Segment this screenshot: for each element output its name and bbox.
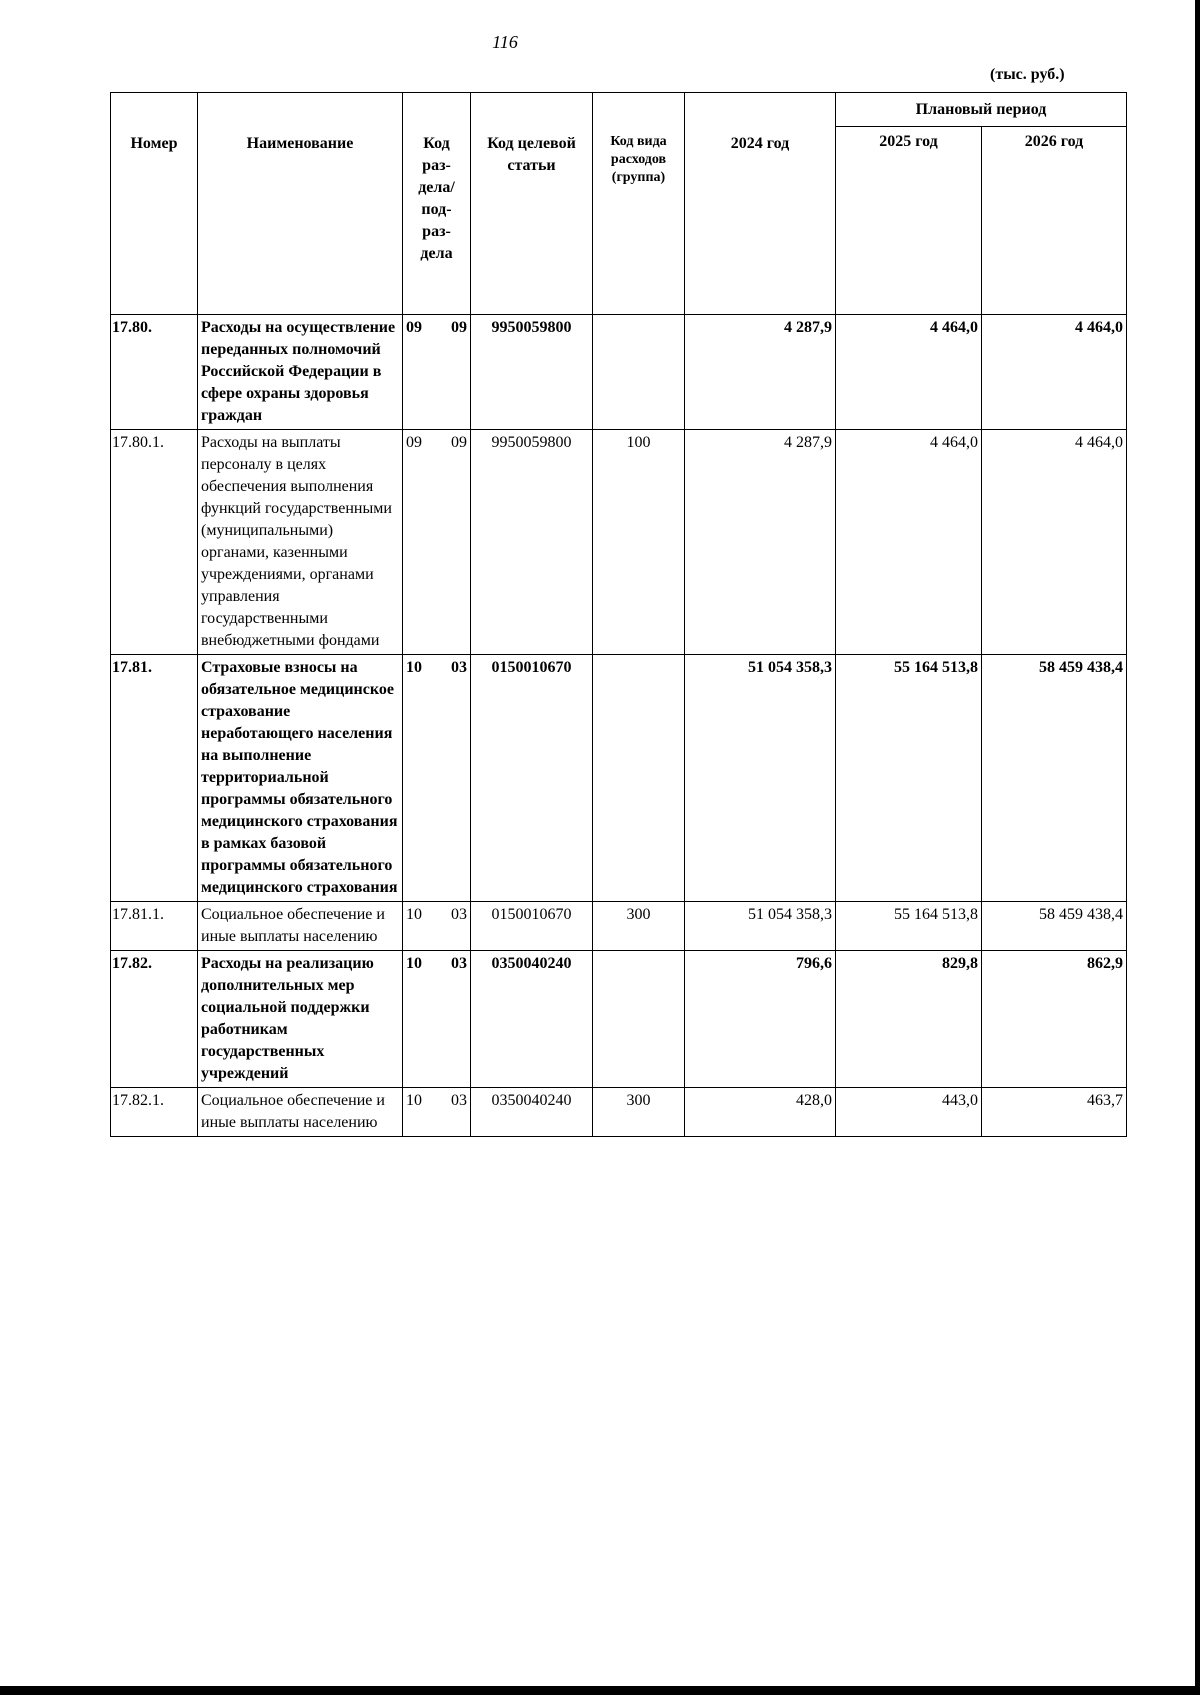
row-expense-type: 300	[593, 902, 685, 951]
table-row	[111, 430, 1127, 655]
row-2024: 796,6	[685, 951, 836, 1088]
row-section: 10	[406, 955, 422, 972]
row-section: 10	[406, 659, 422, 676]
row-number: 17.81.	[111, 655, 198, 902]
row-2026: 463,7	[982, 1088, 1127, 1137]
page-number: 116	[492, 32, 518, 52]
table-row	[111, 655, 1127, 902]
row-2024: 51 054 358,3	[685, 902, 836, 951]
row-2026: 4 464,0	[982, 430, 1127, 655]
row-expense-type	[593, 951, 685, 1088]
row-2025: 4 464,0	[836, 315, 982, 430]
row-subsection: 03	[451, 906, 467, 923]
row-subsection: 03	[451, 1092, 467, 1109]
row-target-code: 0350040240	[471, 951, 593, 1088]
header-target-code: Код целевой статьи	[471, 93, 593, 315]
row-2026: 862,9	[982, 951, 1127, 1088]
table-row	[111, 951, 1127, 1088]
row-name: Социальное обеспечение и иные выплаты населению	[198, 902, 403, 951]
row-expense-type	[593, 655, 685, 902]
row-target-code: 0150010670	[471, 902, 593, 951]
row-expense-type: 100	[593, 430, 685, 655]
row-2026: 58 459 438,4	[982, 902, 1127, 951]
row-number: 17.81.1.	[111, 902, 198, 951]
row-name: Расходы на выплаты персоналу в целях обеспечения выполнения функций государственными (муниципальными) органами, казенными учреждениями, органами управления государственными внебюджетными фондами	[198, 430, 403, 655]
row-2025: 4 464,0	[836, 430, 982, 655]
row-number: 17.80.1.	[111, 430, 198, 655]
row-section: 09	[406, 434, 422, 451]
row-section: 10	[406, 906, 422, 923]
row-subsection: 09	[451, 434, 467, 451]
header-2025: 2025 год	[836, 127, 982, 315]
scan-bottom-edge	[0, 1686, 1200, 1695]
table-row	[111, 315, 1127, 430]
row-target-code: 0350040240	[471, 1088, 593, 1137]
row-2025: 55 164 513,8	[836, 655, 982, 902]
header-expense-type: Код вида расходов (группа)	[593, 93, 685, 315]
row-2025: 829,8	[836, 951, 982, 1088]
row-section: 09	[406, 319, 422, 336]
row-2026: 58 459 438,4	[982, 655, 1127, 902]
header-name: Наименование	[198, 93, 403, 315]
row-section: 10	[406, 1092, 422, 1109]
row-subsection: 03	[451, 659, 467, 676]
units-label: (тыс. руб.)	[990, 66, 1065, 83]
row-expense-type: 300	[593, 1088, 685, 1137]
row-name: Страховые взносы на обязательное медицинское страхование неработающего населения на выполнение территориальной программы обязательного медицинского страхования в рамках базовой программы обязательного медицинского страхования	[198, 655, 403, 902]
row-2024: 4 287,9	[685, 315, 836, 430]
header-section-code: Код раз- дела/ под- раз- дела	[403, 93, 471, 315]
row-target-code: 9950059800	[471, 430, 593, 655]
row-number: 17.82.	[111, 951, 198, 1088]
row-2024: 428,0	[685, 1088, 836, 1137]
row-number: 17.82.1.	[111, 1088, 198, 1137]
row-2025: 55 164 513,8	[836, 902, 982, 951]
row-2025: 443,0	[836, 1088, 982, 1137]
budget-table	[110, 92, 1127, 1137]
row-name: Расходы на реализацию дополнительных мер социальной поддержки работникам государственных учреждений	[198, 951, 403, 1088]
row-target-code: 9950059800	[471, 315, 593, 430]
row-subsection: 03	[451, 955, 467, 972]
table-row	[111, 902, 1127, 951]
header-planning-period: Плановый период	[836, 93, 1127, 127]
row-expense-type	[593, 315, 685, 430]
header-number: Номер	[111, 93, 198, 315]
row-2024: 4 287,9	[685, 430, 836, 655]
row-2026: 4 464,0	[982, 315, 1127, 430]
header-2024: 2024 год	[685, 93, 836, 315]
row-2024: 51 054 358,3	[685, 655, 836, 902]
row-name: Расходы на осуществление переданных полномочий Российской Федерации в сфере охраны здоровья граждан	[198, 315, 403, 430]
row-name: Социальное обеспечение и иные выплаты населению	[198, 1088, 403, 1137]
row-target-code: 0150010670	[471, 655, 593, 902]
table-row	[111, 1088, 1127, 1137]
header-2026: 2026 год	[982, 127, 1127, 315]
row-subsection: 09	[451, 319, 467, 336]
scan-right-edge	[1195, 0, 1200, 1695]
row-number: 17.80.	[111, 315, 198, 430]
